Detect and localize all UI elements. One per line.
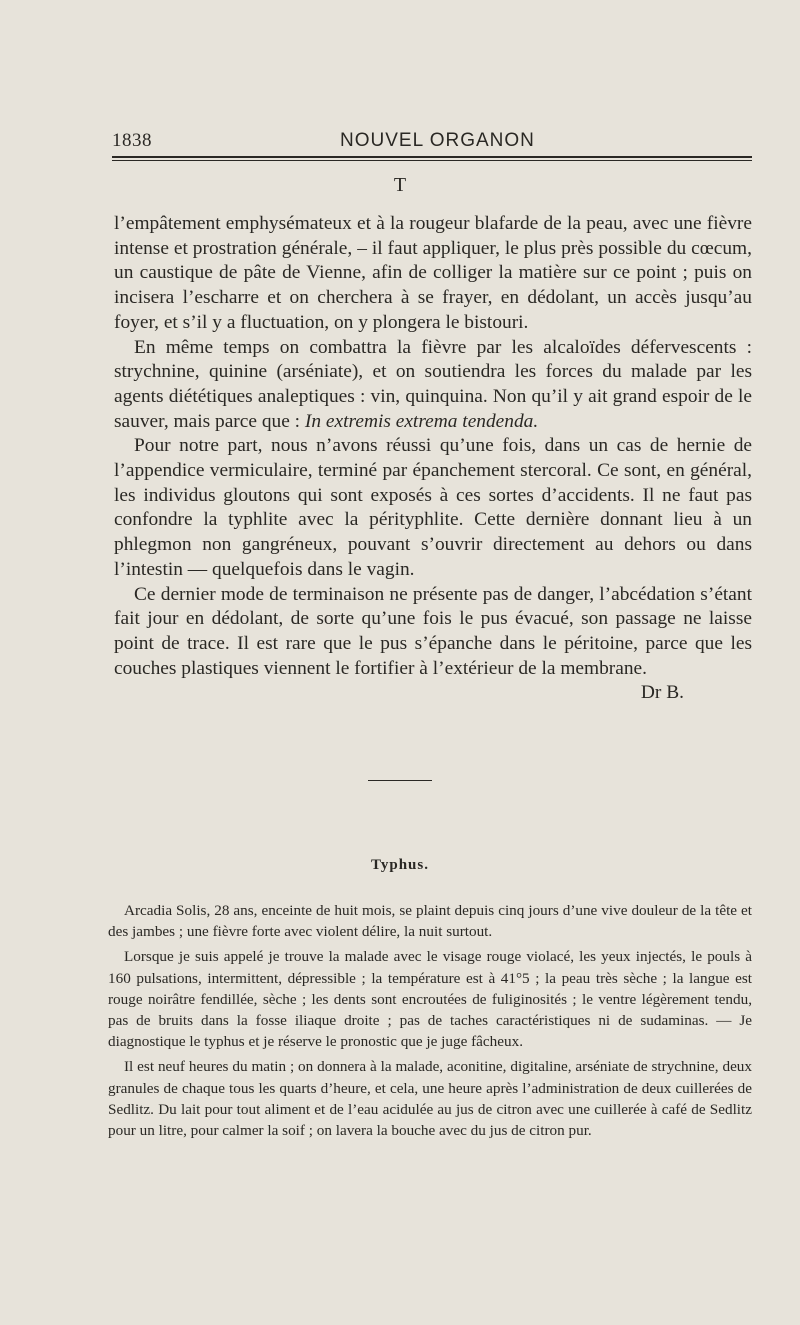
header-rule-thick (112, 156, 752, 158)
signature-line (114, 681, 752, 706)
paragraph-text: En même temps on combattra la fièvre par les alcaloïdes défervescents : strychnine, quinine (arséniate), et on soutiendra les forces du malade par les agents diététiques analeptiques : vin, quinquina. Non qu’il y ait grand espoir de le sauver, mais parce que : (114, 336, 752, 432)
paragraph: Pour notre part, nous n’avons réussi qu’une fois, dans un cas de hernie de l’appendice vermiculaire, terminé par épanchement stercoral. Ce sont, en général, les individus gloutons qui sont exposés à ces sortes d’accidents. Il ne faut pas confondre la typhlite avec la pérityphlite. Cette dernière donnant lieu à un phlegmon non gangréneux, pouvant s’ouvrir directement au dehors ou dans l’intestin — quelquefois dans le vagin. (114, 435, 752, 580)
paragraph: Il est neuf heures du matin ; on donnera à la malade, aconitine, digitaline, arséniate de strychnine, deux granules de chaque tous les quarts d’heure, et cela, une heure après l’administration de deux cuillerées de Sedlitz. Du lait pour tout aliment et de l’eau acidulée au jus de citron avec une cuillerée à café de Sedlitz pour un litre, pour calmer la soif ; on lavera la bouche avec du jus de citron pur. (108, 1058, 752, 1140)
page-number: 1838 (112, 130, 152, 151)
paragraph-text: Ce dernier mode de terminaison ne présente pas de danger, l’abcédation s’étant fait jour en dédolant, de sorte qu’une fois le pus évacué, son passage ne laisse point de trace. Il est rare que le pus s’épanche dans le péritoine, parce que les couches plastiques viennent le fortifier à l’extérieur de la membrane. (114, 583, 752, 679)
article-body-typhus (108, 900, 752, 1145)
header-rule-thin (112, 160, 752, 161)
running-title: NOUVEL ORGANON (340, 130, 535, 151)
section-separator (368, 780, 432, 781)
latin-quote: In extremis extrema tendenda. (304, 410, 539, 432)
signature: Dr B. (640, 682, 684, 704)
paragraph (114, 336, 752, 435)
paragraph (114, 583, 752, 682)
paragraph: Arcadia Solis, 28 ans, enceinte de huit mois, se plaint depuis cinq jours d’une vive douleur de la tête et des jambes ; une fièvre forte avec violent délire, la nuit surtout. (108, 902, 752, 941)
article-body (114, 212, 752, 706)
article-title: Typhus. (370, 857, 429, 873)
section-letter: T (393, 174, 407, 196)
page-header (112, 130, 752, 154)
paragraph: l’empâtement emphysémateux et à la rougeur blafarde de la peau, avec une fièvre intense et prostration générale, – il faut appliquer, le plus près possible du cœcum, un caustique de pâte de Vienne, afin de colliger la matière sur ce point ; puis on incisera l’escharre et on cherchera à se frayer, en dédolant, un accès jusqu’au foyer, et s’il y a fluctuation, on y plongera le bistouri. (114, 213, 752, 333)
paragraph: Lorsque je suis appelé je trouve la malade avec le visage rouge violacé, les yeux injectés, le pouls à 160 pulsations, intermittent, dépressible ; la température est à 41°5 ; la peau très sèche ; la langue est rouge noirâtre fendillée, sèche ; les dents sont encroutées de fuliginosités ; le ventre légèrement tendu, pas de bruits dans la fosse iliaque droite ; pas de taches caractéristiques ni de sudaminas. — Je diagnostique le typhus et je réserve le pronostic que je juge fâcheux. (108, 948, 752, 1051)
